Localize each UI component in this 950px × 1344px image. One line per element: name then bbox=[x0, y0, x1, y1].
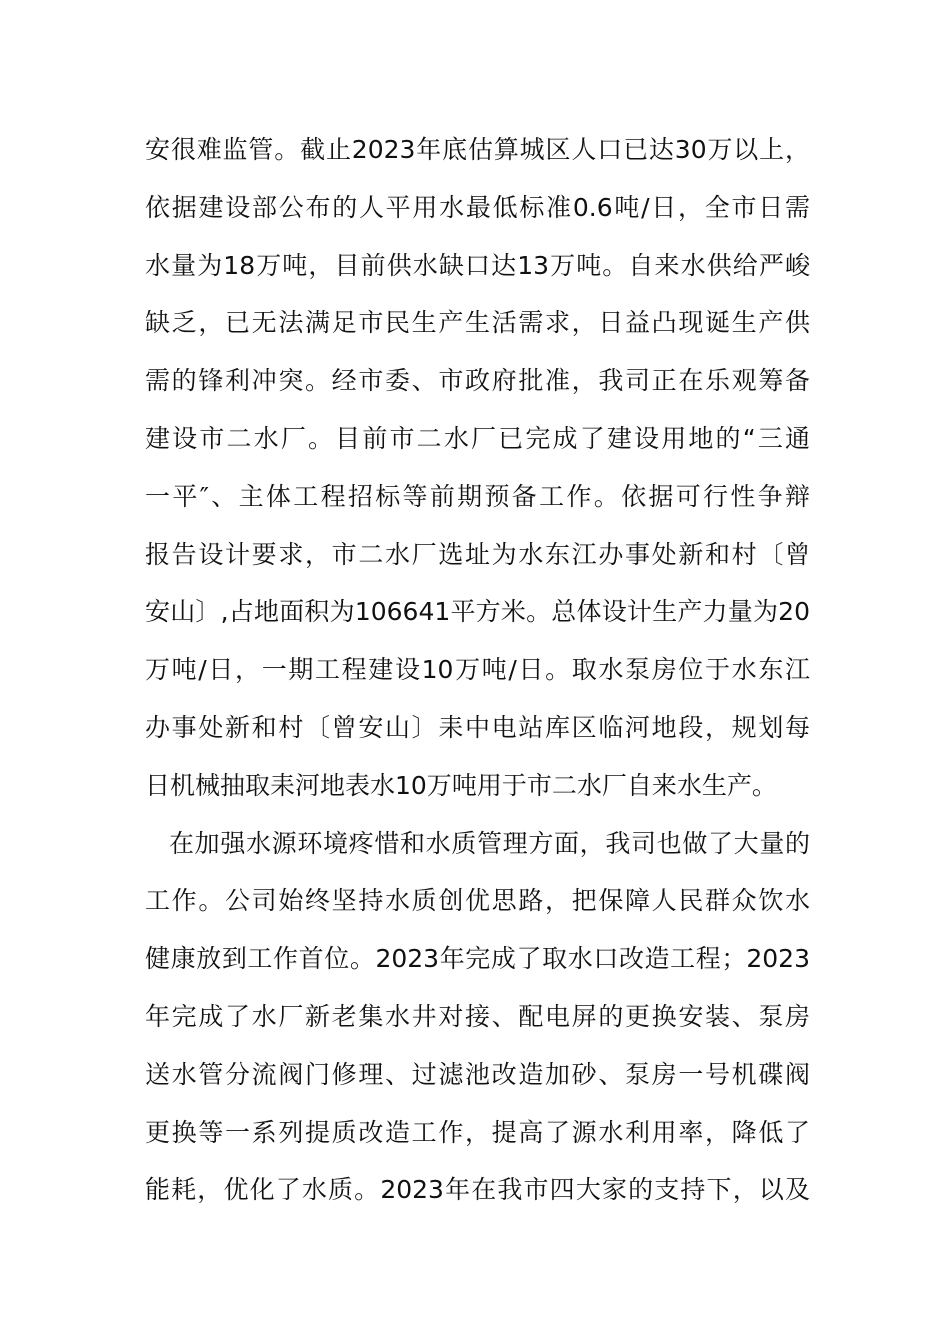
text-line: 水量为18万吨，目前供水缺口达13万吨。自来水供给严峻 bbox=[145, 250, 810, 280]
text-line: 缺乏，已无法满足市民生产生活需求，日益凸现诞生产供 bbox=[145, 308, 810, 338]
text-line: 万吨/日，一期工程建设10万吨/日。取水泵房位于水东江 bbox=[145, 655, 810, 685]
text-line: 送水管分流阀门修理、过滤池改造加砂、泵房一号机碟阀 bbox=[145, 1059, 810, 1089]
paragraph-start-line: 在加强水源环境疼惜和水质管理方面，我司也做了大量的 bbox=[169, 828, 810, 858]
text-line: 建设市二水厂。目前市二水厂已完成了建设用地的“三通 bbox=[145, 423, 810, 453]
text-line: 健康放到工作首位。2023年完成了取水口改造工程；2023 bbox=[145, 944, 810, 974]
text-line: 一平″、主体工程招标等前期预备工作。依据可行性争辩 bbox=[145, 481, 810, 511]
body-text bbox=[145, 128, 810, 1226]
text-line: 更换等一系列提质改造工作，提高了源水利用率，降低了 bbox=[145, 1117, 810, 1147]
text-line: 办事处新和村〔曾安山〕耒中电站库区临河地段，规划每 bbox=[145, 712, 810, 742]
text-line: 依据建设部公布的人平用水最低标准0.6吨/日，全市日需 bbox=[145, 192, 810, 222]
text-line: 能耗，优化了水质。2023年在我市四大家的支持下，以及 bbox=[145, 1175, 810, 1205]
paragraph-end-line: 日机械抽取耒河地表水10万吨用于市二水厂自来水生产。 bbox=[145, 770, 777, 800]
text-line: 年完成了水厂新老集水井对接、配电屏的更换安装、泵房 bbox=[145, 1001, 810, 1031]
text-line: 报告设计要求，市二水厂选址为水东江办事处新和村〔曾 bbox=[145, 539, 810, 569]
text-line: 工作。公司始终坚持水质创优思路，把保障人民群众饮水 bbox=[145, 886, 810, 916]
text-line: 安很难监管。截止2023年底估算城区人口已达30万以上， bbox=[145, 135, 810, 164]
text-line: 需的锋利冲突。经市委、市政府批准，我司正在乐观筹备 bbox=[145, 366, 810, 396]
text-line: 安山〕,占地面积为106641平方米。总体设计生产力量为20 bbox=[145, 597, 810, 627]
